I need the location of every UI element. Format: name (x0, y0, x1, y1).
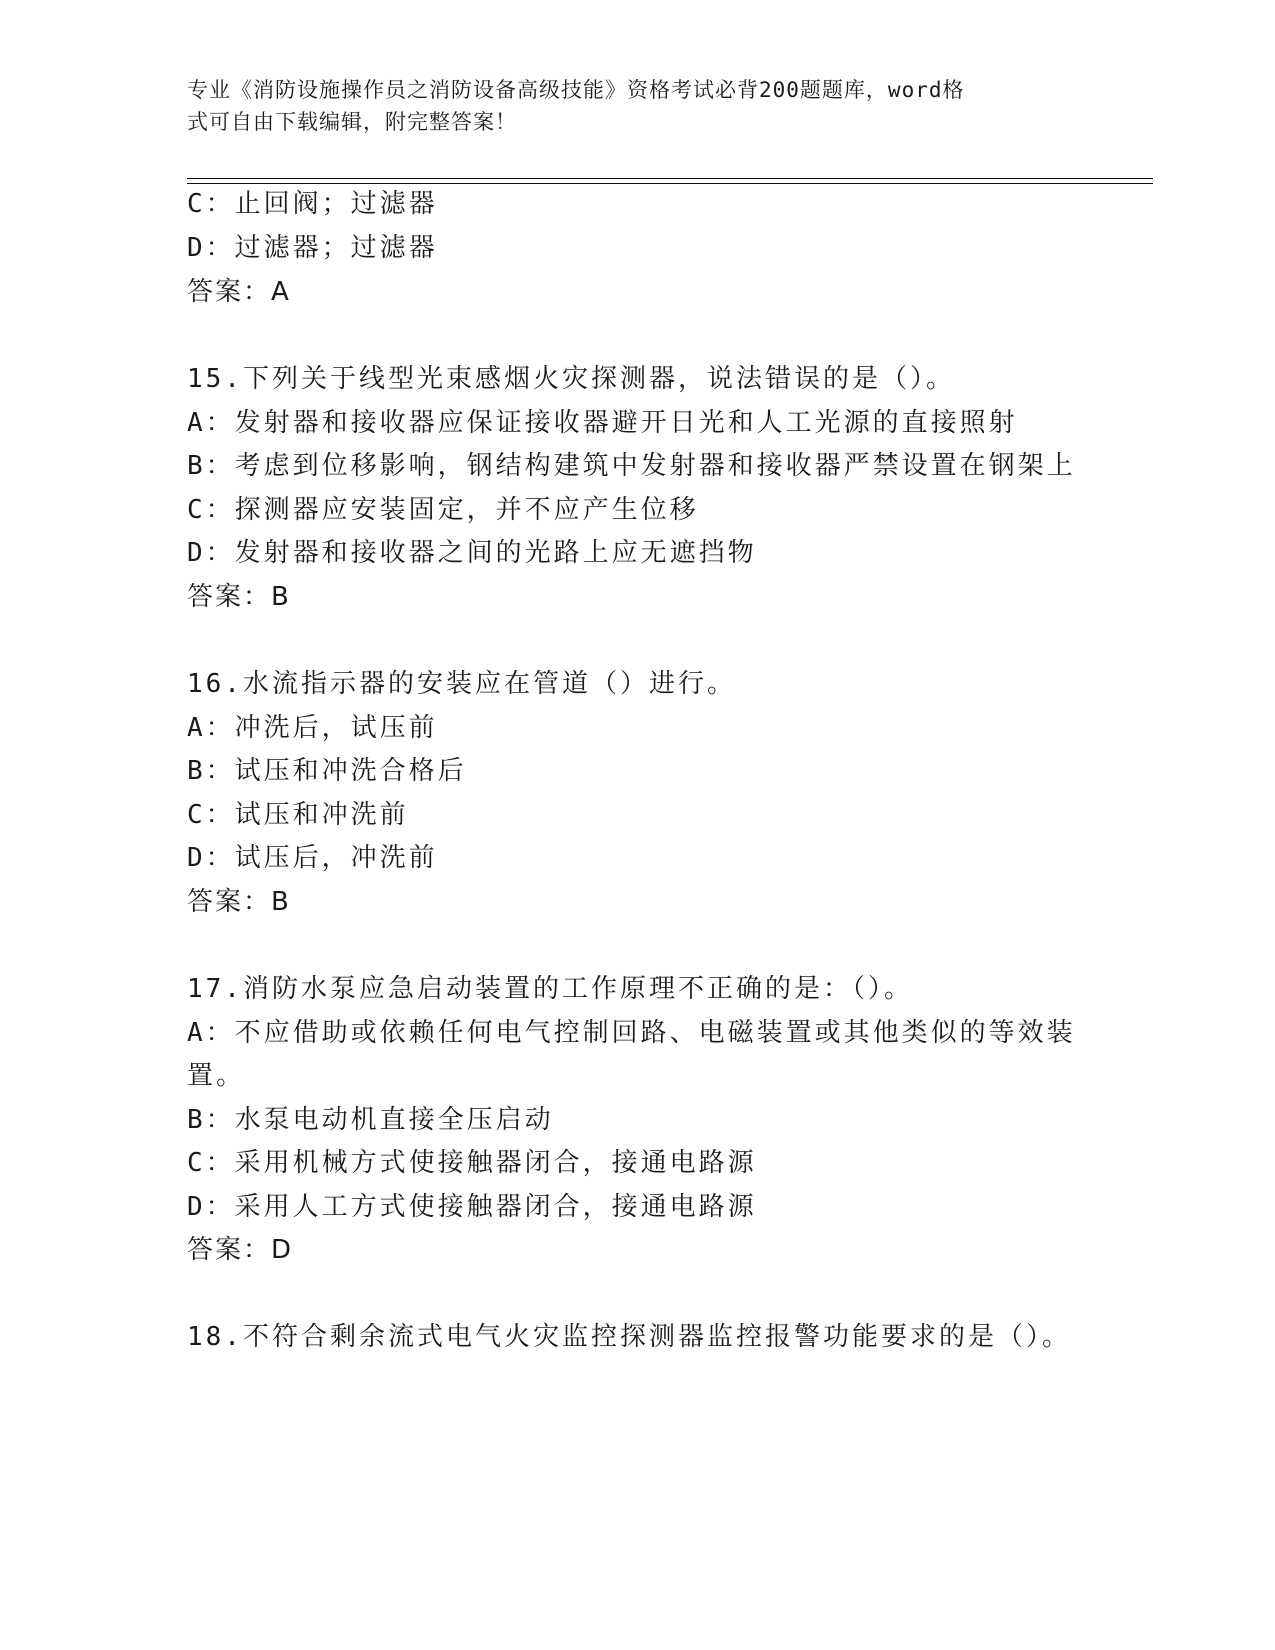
option-d: D：过滤器；过滤器 (187, 233, 438, 263)
header-divider-top (187, 178, 1153, 179)
answer: 答案：D (187, 1235, 294, 1265)
option-b: B：试压和冲洗合格后 (187, 756, 467, 786)
option-a: A：冲洗后，试压前 (187, 713, 438, 743)
option-a-continued: 置。 (187, 1061, 246, 1091)
option-d: D：采用人工方式使接触器闭合，接通电路源 (187, 1192, 757, 1222)
question-15: 15.下列关于线型光束感烟火灾探测器，说法错误的是（）。 (187, 364, 955, 394)
header-line-2: 式可自由下载编辑，附完整答案！ (187, 110, 517, 134)
option-c: C：采用机械方式使接触器闭合，接通电路源 (187, 1148, 757, 1178)
question-18: 18.不符合剩余流式电气火灾监控探测器监控报警功能要求的是（）。 (187, 1322, 1071, 1352)
option-d: D：发射器和接收器之间的光路上应无遮挡物 (187, 538, 757, 568)
header-divider-bottom (187, 183, 1153, 184)
option-c: C：试压和冲洗前 (187, 800, 409, 830)
option-b: B：考虑到位移影响，钢结构建筑中发射器和接收器严禁设置在钢架上 (187, 451, 1076, 481)
option-c: C：探测器应安装固定，并不应产生位移 (187, 495, 699, 525)
question-16: 16.水流指示器的安装应在管道（）进行。 (187, 669, 736, 699)
header-line-1: 专业《消防设施操作员之消防设备高级技能》资格考试必背200题题库，word格 (187, 78, 965, 102)
answer: 答案：B (187, 582, 291, 612)
document-header (187, 74, 1067, 138)
answer: 答案：A (187, 277, 291, 307)
option-a: A：发射器和接收器应保证接收器避开日光和人工光源的直接照射 (187, 408, 1018, 438)
answer: 答案：B (187, 887, 291, 917)
option-a: A：不应借助或依赖任何电气控制回路、电磁装置或其他类似的等效装 (187, 1018, 1076, 1048)
option-d: D：试压后，冲洗前 (187, 843, 438, 873)
option-c: C：止回阀；过滤器 (187, 189, 438, 219)
option-b: B：水泵电动机直接全压启动 (187, 1105, 554, 1135)
question-17: 17.消防水泵应急启动装置的工作原理不正确的是：（）。 (187, 974, 913, 1004)
